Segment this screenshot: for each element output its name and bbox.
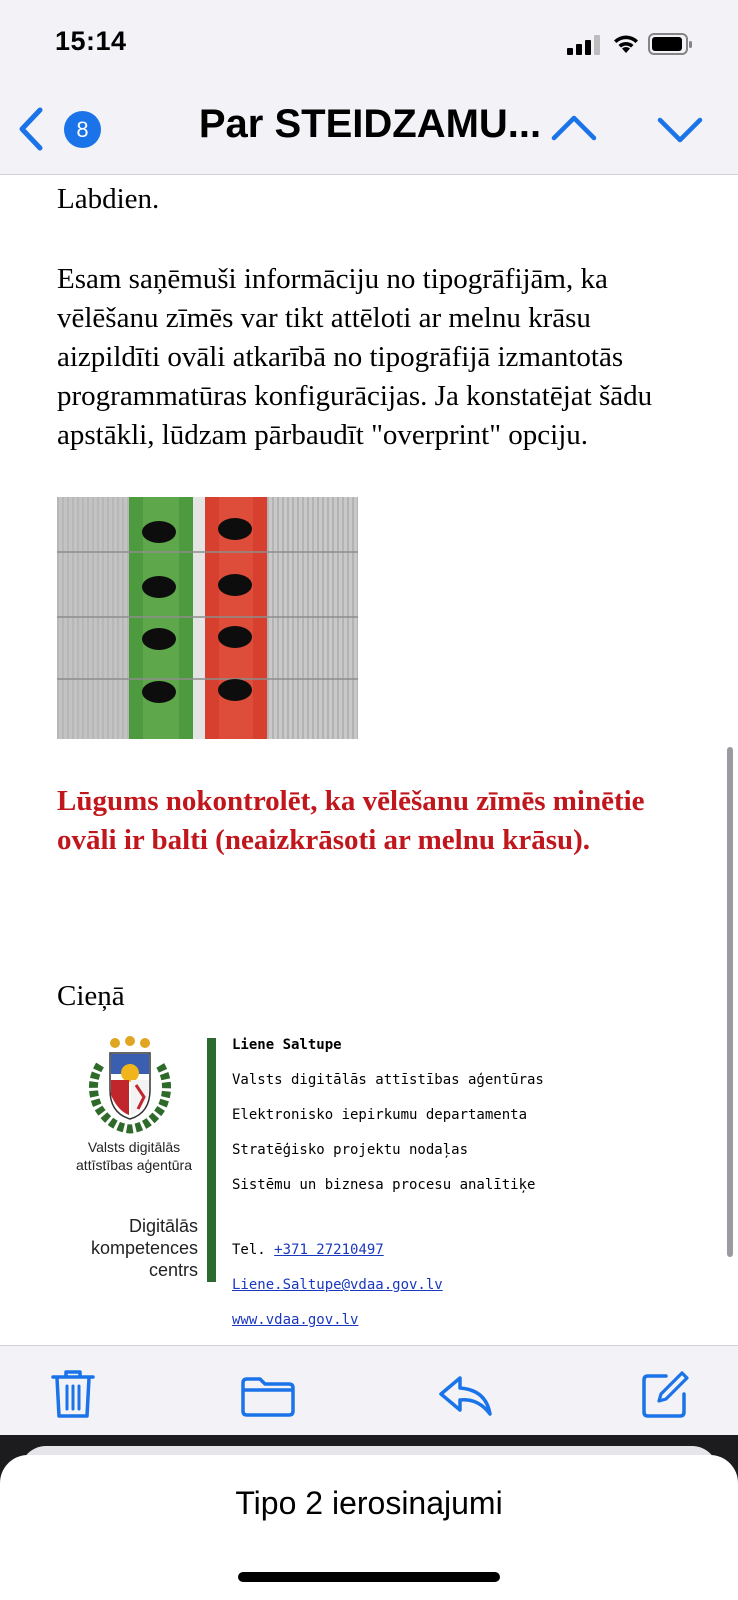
dkc-logo-line2: kompetences (90, 1238, 198, 1258)
unread-count-badge[interactable]: 8 (64, 111, 101, 148)
website-link[interactable]: www.vdaa.gov.lv (232, 1312, 359, 1328)
chevron-up-icon[interactable] (550, 112, 598, 142)
draft-title[interactable]: Tipo 2 ierosinajumi (235, 1485, 503, 1521)
ballot-photo (57, 497, 358, 739)
status-time: 15:14 (55, 26, 127, 56)
closing-text: Cieņā (57, 980, 125, 1012)
signature-org: Valsts digitālās attīstības aģentūras (232, 1072, 544, 1088)
dkc-logo-line1: Digitālās (128, 1216, 198, 1236)
cellular-signal-icon (567, 35, 603, 55)
wifi-icon (612, 33, 640, 55)
battery-icon (648, 32, 694, 56)
email-link[interactable]: Liene.Saltupe@vdaa.gov.lv (232, 1277, 443, 1293)
warning-text: Lūgums nokontrolēt, ka vēlēšanu zīmēs minētie ovāli ir balti (neaizkrāsoti ar melnu krāsu). (57, 785, 645, 856)
trash-icon[interactable] (50, 1368, 96, 1420)
reply-icon[interactable] (438, 1374, 494, 1418)
message-subject-title: Par STEIDZAMU... (198, 102, 542, 146)
email-body[interactable] (0, 175, 738, 1345)
signature-department: Elektronisko iepirkumu departamenta (232, 1107, 528, 1123)
signature-position: Sistēmu un biznesa procesu analītiķe (232, 1177, 536, 1193)
compose-icon[interactable] (640, 1370, 690, 1420)
org-logo-line2: attīstības aģentūra (76, 1157, 192, 1173)
greeting-text: Labdien. (57, 183, 160, 215)
signature-name: Liene Saltupe (232, 1037, 342, 1053)
signature-divider (207, 1038, 216, 1282)
signature-phone-row (232, 1242, 384, 1258)
folder-icon[interactable] (240, 1375, 296, 1417)
body-paragraph: Esam saņēmuši informāciju no tipogrāfijām, ka vēlēšanu zīmēs var tikt attēloti ar melnu krāsu aizpildīti ovāli atkarībā no tipogrāfijā izmantotās programmatūras konfigurācijas. Ja konstatējat šādu apstākli, lūdzam pārbaudīt "overprint" opciju. (57, 263, 653, 451)
org-logo-line1: Valsts digitālās (87, 1139, 181, 1155)
scrollbar[interactable] (727, 747, 733, 1257)
phone-link[interactable]: +371 27210497 (274, 1242, 384, 1258)
phone-label: Tel. (232, 1242, 266, 1258)
chevron-left-icon[interactable] (16, 106, 46, 152)
chevron-down-icon[interactable] (656, 116, 704, 146)
coat-of-arms-icon (80, 1035, 180, 1135)
signature-division: Stratēģisko projektu nodaļas (232, 1142, 469, 1158)
bottom-toolbar (0, 1345, 738, 1436)
dkc-logo-line3: centrs (148, 1260, 198, 1280)
home-indicator[interactable] (238, 1572, 500, 1582)
